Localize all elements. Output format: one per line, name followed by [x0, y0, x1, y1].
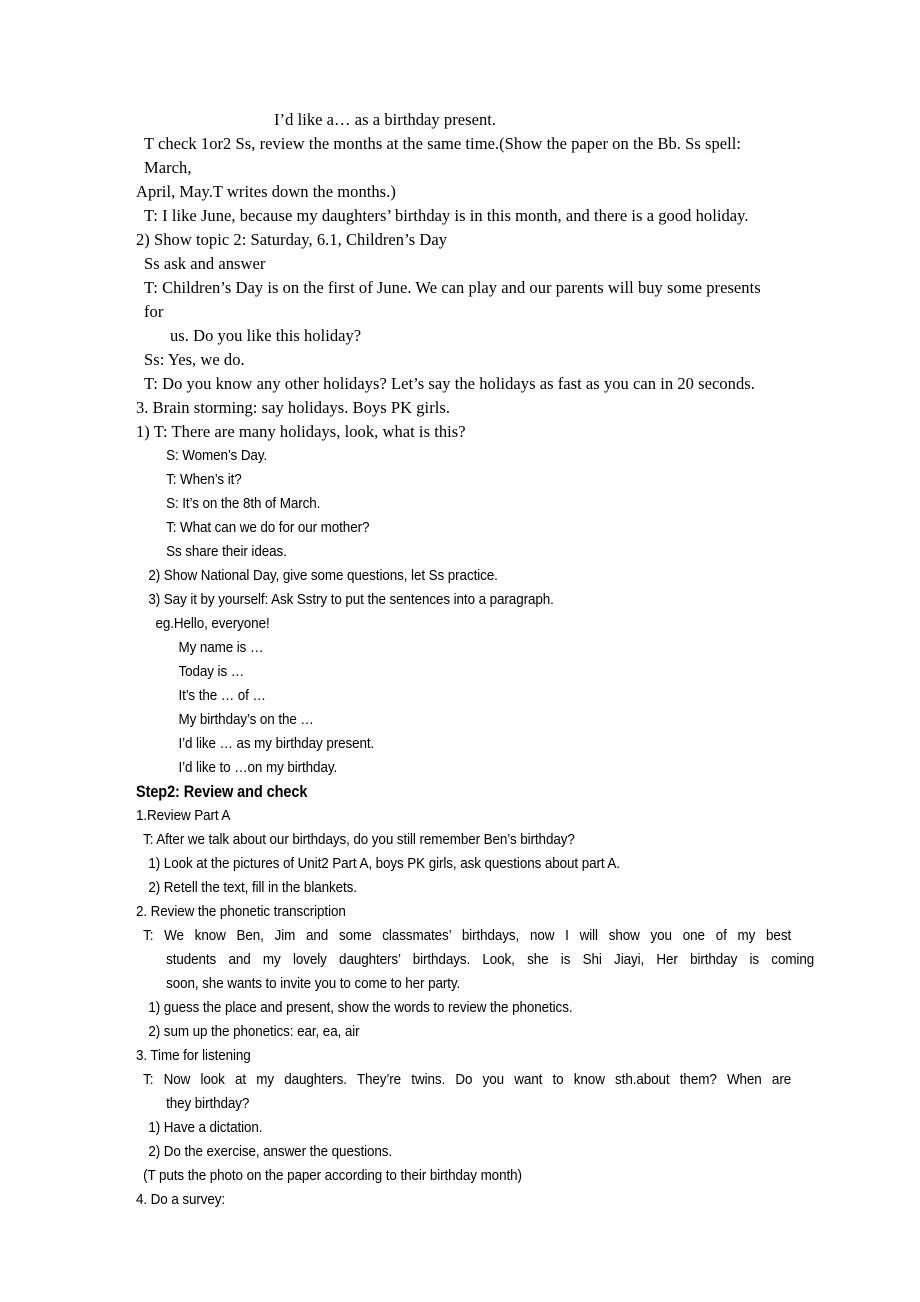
document-line: T: We know Ben, Jim and some classmates’ birthdays, now I will show you one of my best — [143, 927, 792, 944]
document-line: I’d like to …on my birthday. — [178, 759, 338, 776]
document-line: T: After we talk about our birthdays, do you still remember Ben’s birthday? — [143, 831, 575, 848]
document-line: 2) sum up the phonetics: ear, ea, air — [148, 1023, 360, 1040]
document-line: 2) Show National Day, give some questions, let Ss practice. — [148, 567, 498, 584]
document-text-body — [136, 108, 815, 1212]
document-line: they birthday? — [166, 1095, 250, 1112]
document-line: 3) Say it by yourself: Ask Sstry to put the sentences into a paragraph. — [148, 591, 554, 608]
document-line: Ss: Yes, we do. — [144, 350, 245, 369]
document-line: My birthday’s on the … — [178, 711, 314, 728]
sans-text-block-2 — [136, 996, 784, 1068]
justified-paragraph-1 — [136, 924, 815, 996]
document-line: 4. Do a survey: — [136, 1191, 226, 1208]
document-line: 2) Show topic 2: Saturday, 6.1, Children’s Day — [136, 230, 448, 249]
document-line: 1.Review Part A — [136, 807, 231, 824]
document-line: 1) Have a dictation. — [148, 1119, 263, 1136]
document-line: T: Do you know any other holidays? Let’s say the holidays as fast as you can in 20 seconds. — [144, 374, 755, 393]
document-line: 1) Look at the pictures of Unit2 Part A, boys PK girls, ask questions about part A. — [148, 855, 620, 872]
document-line: 3. Brain storming: say holidays. Boys PK girls. — [136, 398, 451, 417]
document-line: 2) Do the exercise, answer the questions. — [148, 1143, 393, 1160]
document-line: April, May.T writes down the months.) — [136, 182, 396, 201]
document-line: T check 1or2 Ss, review the months at the same time.(Show the paper on the Bb. Ss spell: March, — [144, 134, 746, 177]
document-line: Ss share their ideas. — [166, 543, 287, 560]
document-line: (T puts the photo on the paper according to their birthday month) — [143, 1167, 522, 1184]
document-line: T: When’s it? — [166, 471, 242, 488]
sans-text-block-3 — [136, 1116, 784, 1212]
document-line: T: What can we do for our mother? — [166, 519, 370, 536]
document-line: My name is … — [178, 639, 264, 656]
document-line: T: I like June, because my daughters’ birthday is in this month, and there is a good holiday. — [144, 206, 749, 225]
document-line: 3. Time for listening — [136, 1047, 251, 1064]
document-line: T: Children’s Day is on the first of June. We can play and our parents will buy some presents for — [144, 278, 765, 321]
document-line: eg.Hello, everyone! — [155, 615, 270, 632]
document-line: soon, she wants to invite you to come to her party. — [166, 975, 461, 992]
document-line: T: Now look at my daughters. They’re twins. Do you want to know sth.about them? When are — [143, 1071, 792, 1088]
document-line: 2. Review the phonetic transcription — [136, 903, 346, 920]
document-line: It’s the … of … — [178, 687, 266, 704]
document-line: Today is … — [178, 663, 245, 680]
document-line: students and my lovely daughters’ birthdays. Look, she is Shi Jiayi, Her birthday is coming — [166, 951, 815, 968]
section-heading: Step2: Review and check — [136, 783, 308, 801]
document-line: I’d like a… as a birthday present. — [274, 110, 497, 129]
document-line: I’d like … as my birthday present. — [178, 735, 375, 752]
document-line: S: Women’s Day. — [166, 447, 268, 464]
document-line: Ss ask and answer — [144, 254, 266, 273]
sans-text-block-1 — [136, 444, 784, 924]
document-line: 1) T: There are many holidays, look, what is this? — [136, 422, 466, 441]
document-line: us. Do you like this holiday? — [170, 326, 362, 345]
document-line: S: It’s on the 8th of March. — [166, 495, 321, 512]
justified-paragraph-2 — [136, 1068, 792, 1116]
document-line: 2) Retell the text, fill in the blankets. — [148, 879, 357, 896]
serif-text-block — [136, 108, 784, 444]
document-line: 1) guess the place and present, show the words to review the phonetics. — [148, 999, 573, 1016]
